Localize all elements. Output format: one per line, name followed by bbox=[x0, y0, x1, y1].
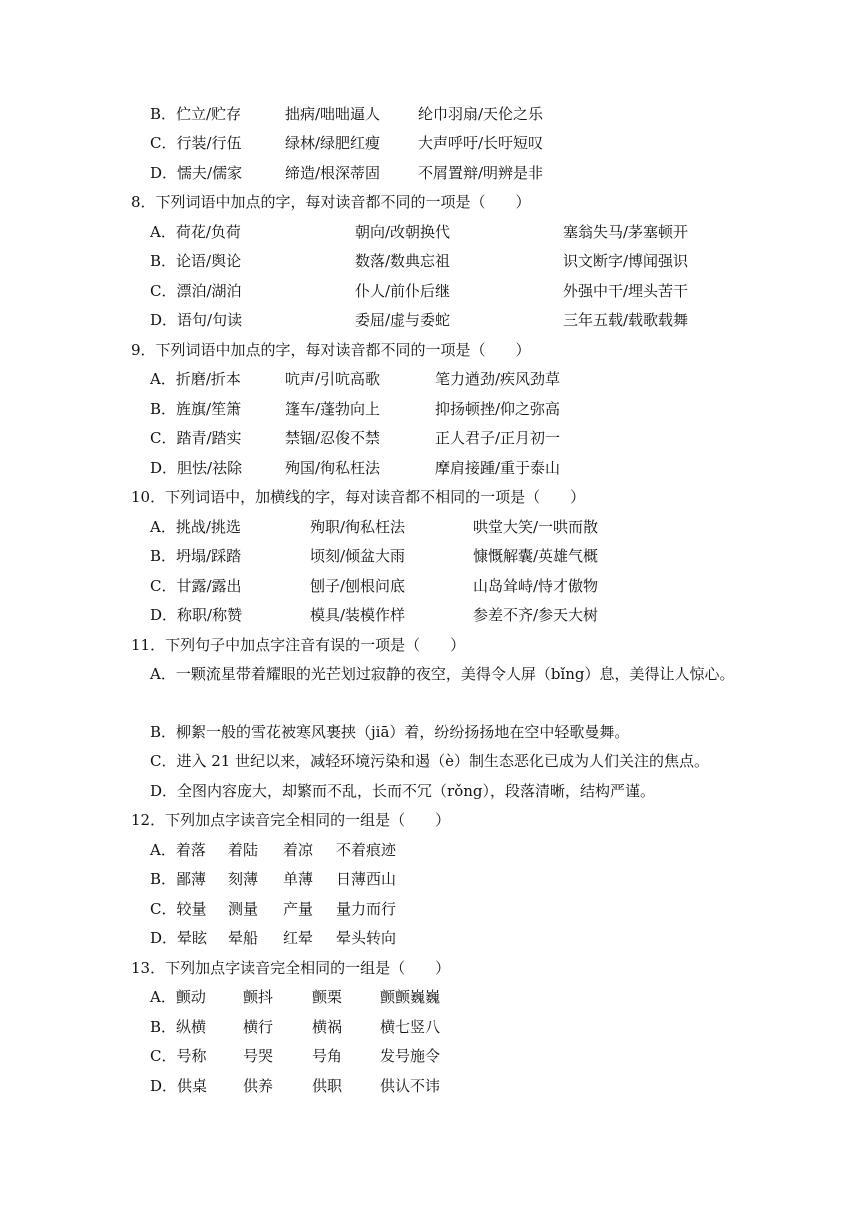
option-cell: 纶巾羽扇/天伦之乐 bbox=[418, 105, 544, 123]
option-cell: 测量 bbox=[228, 900, 259, 918]
option-cell: 红晕 bbox=[283, 929, 314, 947]
option-cell: A．颤动 bbox=[150, 988, 206, 1006]
option-cell: 参差不齐/参天大树 bbox=[473, 606, 599, 624]
option-cell: 供职 bbox=[312, 1077, 343, 1095]
option-cell: 晕头转向 bbox=[336, 929, 397, 947]
option-cell: B．旌旗/笙箫 bbox=[150, 400, 242, 418]
option-cell: 三年五载/载歌载舞 bbox=[563, 311, 689, 329]
option-cell: C．行装/行伍 bbox=[150, 134, 242, 152]
option-cell: 识文断字/博闻强识 bbox=[563, 252, 689, 270]
option-cell: 摩肩接踵/重于泰山 bbox=[435, 459, 561, 477]
option-cell: D．懦夫/儒家 bbox=[150, 164, 243, 182]
question-stem: 12．下列加点字读音完全相同的一组是（ ） bbox=[131, 811, 451, 829]
option-cell: 绿林/绿肥红瘦 bbox=[285, 134, 381, 152]
option-cell: 横祸 bbox=[312, 1018, 343, 1036]
question-stem: 9．下列词语中加点的字，每对读音都不同的一项是（ ） bbox=[131, 341, 531, 359]
option-cell: 禁锢/忍俊不禁 bbox=[285, 429, 381, 447]
option-cell: 颤颤巍巍 bbox=[380, 988, 441, 1006]
option-cell: 产量 bbox=[283, 900, 314, 918]
option-cell: 供养 bbox=[243, 1077, 274, 1095]
option-cell: 正人君子/正月初一 bbox=[435, 429, 561, 447]
option-cell: 殉国/徇私枉法 bbox=[285, 459, 381, 477]
option-cell: 顷刻/倾盆大雨 bbox=[310, 547, 406, 565]
question-stem: 10．下列词语中，加横线的字，每对读音都不相同的一项是（ ） bbox=[131, 488, 586, 506]
option-cell: 吭声/引吭高歌 bbox=[285, 370, 381, 388]
option-cell: 晕船 bbox=[228, 929, 259, 947]
option-cell: 供认不讳 bbox=[380, 1077, 441, 1095]
option-cell: 外强中干/埋头苦干 bbox=[563, 282, 689, 300]
option-cell: D．语句/句读 bbox=[150, 311, 243, 329]
option-cell: 横行 bbox=[243, 1018, 274, 1036]
option-cell: 拙病/咄咄逼人 bbox=[285, 105, 381, 123]
option-cell: 数落/数典忘祖 bbox=[355, 252, 451, 270]
option-cell: D．晕眩 bbox=[150, 929, 208, 947]
option-cell: 刨子/刨根问底 bbox=[310, 577, 406, 595]
question-stem: 13．下列加点字读音完全相同的一组是（ ） bbox=[131, 959, 451, 977]
option-cell: 山岛耸峙/恃才傲物 bbox=[473, 577, 599, 595]
option-sentence: C．进入 21 世纪以来，减轻环境污染和遏（è）制生态恶化已成为人们关注的焦点。 bbox=[150, 752, 709, 770]
option-cell: 横七竖八 bbox=[380, 1018, 441, 1036]
option-cell: A．荷花/负荷 bbox=[150, 223, 241, 241]
option-cell: B．伫立/贮存 bbox=[150, 105, 242, 123]
option-cell: 颤栗 bbox=[312, 988, 343, 1006]
option-cell: C．漂泊/湖泊 bbox=[150, 282, 242, 300]
option-cell: 颤抖 bbox=[243, 988, 274, 1006]
option-cell: 不屑置辩/明辨是非 bbox=[418, 164, 544, 182]
option-cell: 着陆 bbox=[228, 841, 259, 859]
question-stem: 11．下列句子中加点字注音有误的一项是（ ） bbox=[131, 636, 466, 654]
option-cell: 塞翁失马/茅塞顿开 bbox=[563, 223, 689, 241]
option-cell: 号哭 bbox=[243, 1047, 274, 1065]
option-cell: D．胆怯/祛除 bbox=[150, 459, 243, 477]
option-cell: D．供桌 bbox=[150, 1077, 208, 1095]
option-cell: 刻薄 bbox=[228, 870, 259, 888]
option-cell: C．甘露/露出 bbox=[150, 577, 242, 595]
option-cell: 篷车/蓬勃向上 bbox=[285, 400, 381, 418]
option-cell: 哄堂大笑/一哄而散 bbox=[473, 518, 599, 536]
option-cell: 单薄 bbox=[283, 870, 314, 888]
option-cell: 仆人/前仆后继 bbox=[355, 282, 451, 300]
option-cell: 量力而行 bbox=[336, 900, 397, 918]
option-cell: 委屈/虚与委蛇 bbox=[355, 311, 451, 329]
option-sentence: B．柳絮一般的雪花被寒风裹挟（jiā）着，纷纷扬扬地在空中轻歌曼舞。 bbox=[150, 723, 630, 741]
option-cell: A．挑战/挑选 bbox=[150, 518, 241, 536]
option-cell: 号角 bbox=[312, 1047, 343, 1065]
option-cell: D．称职/称赞 bbox=[150, 606, 243, 624]
option-cell: 日薄西山 bbox=[336, 870, 397, 888]
option-cell: 模具/装模作样 bbox=[310, 606, 406, 624]
option-cell: C．踏青/踏实 bbox=[150, 429, 242, 447]
option-sentence: D．全图内容庞大，却繁而不乱，长而不冗（rǒng），段落清晰，结构严谨。 bbox=[150, 782, 655, 800]
option-cell: 抑扬顿挫/仰之弥高 bbox=[435, 400, 561, 418]
question-stem: 8．下列词语中加点的字，每对读音都不同的一项是（ ） bbox=[131, 193, 531, 211]
option-cell: 笔力遒劲/疾风劲草 bbox=[435, 370, 561, 388]
option-cell: 着凉 bbox=[283, 841, 314, 859]
option-cell: 不着痕迹 bbox=[336, 841, 397, 859]
option-cell: 殉职/徇私枉法 bbox=[310, 518, 406, 536]
option-cell: B．鄙薄 bbox=[150, 870, 207, 888]
option-cell: 发号施令 bbox=[380, 1047, 441, 1065]
option-cell: A．折磨/折本 bbox=[150, 370, 241, 388]
option-cell: 朝向/改朝换代 bbox=[355, 223, 451, 241]
option-sentence: A．一颗流星带着耀眼的光芒划过寂静的夜空，美得令人屏（bǐng）息，美得让人惊心。 bbox=[150, 665, 735, 683]
option-cell: 大声呼吁/长吁短叹 bbox=[418, 134, 544, 152]
option-cell: A．着落 bbox=[150, 841, 206, 859]
option-cell: C．号称 bbox=[150, 1047, 207, 1065]
option-cell: 慷慨解囊/英雄气概 bbox=[473, 547, 599, 565]
option-cell: B．纵横 bbox=[150, 1018, 207, 1036]
option-cell: C．较量 bbox=[150, 900, 207, 918]
option-cell: B．论语/舆论 bbox=[150, 252, 242, 270]
option-cell: 缔造/根深蒂固 bbox=[285, 164, 381, 182]
option-cell: B．坍塌/踩踏 bbox=[150, 547, 242, 565]
